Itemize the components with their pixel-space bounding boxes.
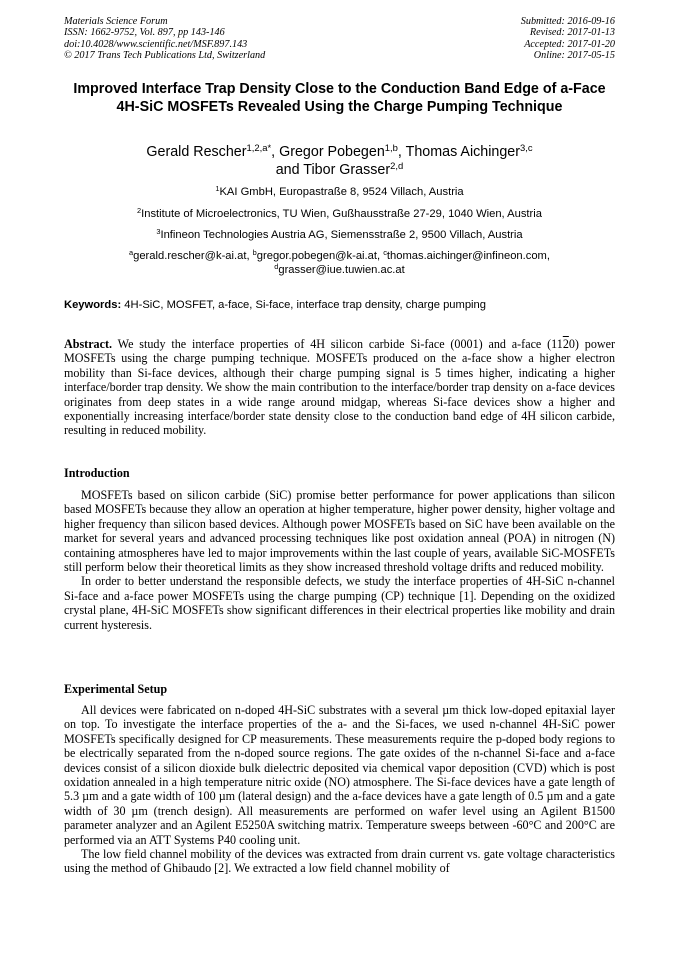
affiliation-text: Infineon Technologies Austria AG, Siemensstraße 2, 9500 Villach, Austria: [160, 229, 523, 241]
abstract: [64, 337, 615, 438]
author-affiliation-mark: 1,2,a*: [246, 141, 272, 153]
email-mark: a: [129, 247, 134, 257]
email-line-1: [64, 247, 615, 264]
journal-copyright: © 2017 Trans Tech Publications Ltd, Switzerland: [64, 50, 266, 62]
section-heading-experimental-setup: Experimental Setup: [64, 682, 168, 696]
affiliation-2: [64, 205, 615, 222]
author-emails: [64, 247, 615, 277]
date-revised: Revised: 2017-01-13: [529, 27, 615, 39]
abstract-text-part-1: We study the interface properties of 4H silicon carbide Si-face (0001) and a-face (11: [112, 337, 563, 351]
email-link[interactable]: grasser@iue.tuwien.ac.at: [278, 263, 405, 276]
author-name: Gregor Pobegen: [279, 144, 385, 160]
email-mark: d: [274, 261, 279, 271]
keywords: [64, 299, 615, 312]
author-separator: ,: [397, 144, 406, 160]
introduction-body: [64, 488, 615, 632]
affiliation-mark: 2: [137, 205, 142, 215]
overbar-digit: 2: [562, 337, 569, 351]
journal-issn: ISSN: 1662-9752, Vol. 897, pp 143-146: [64, 27, 225, 39]
author-name: Thomas Aichinger: [405, 144, 521, 160]
author-line-2: [64, 161, 615, 179]
author-affiliation-mark: 2,d: [390, 159, 404, 171]
paragraph: The low field channel mobility of the devices was extracted from drain current vs. gate voltage characteristics using the method of Ghibaudo [2]. We extracted a low field channel mobility of: [64, 847, 615, 876]
journal-name: Materials Science Forum: [64, 16, 168, 27]
email-line-2: [64, 261, 615, 278]
abstract-label: Abstract.: [64, 337, 113, 351]
affiliation-1: [64, 183, 615, 200]
email-link[interactable]: gregor.pobegen@k-ai.at,: [256, 250, 384, 262]
author-name: Gerald Rescher: [146, 144, 247, 160]
section-heading-introduction: Introduction: [64, 466, 130, 480]
affiliation-mark: 1: [215, 183, 220, 193]
affiliation-text: Institute of Microelectronics, TU Wien, Gußhausstraße 27-29, 1040 Wien, Austria: [141, 208, 542, 220]
journal-doi: doi:10.4028/www.scientific.net/MSF.897.143: [64, 38, 248, 50]
email-mark: c: [383, 247, 387, 257]
paragraph: In order to better understand the responsible defects, we study the interface properties of 4H-SiC n-channel Si-face and a-face power MOSFETs using the charge pumping (CP) technique [1]. Depending on the oxidized crystal plane, 4H-SiC MOSFETs show significant differences in their electrical properties like mobility and drain current hysteresis.: [64, 574, 615, 632]
paper-title: Improved Interface Trap Density Close to the Conduction Band Edge of a-Face 4H-SiC MOSFETs Revealed Using the Charge Pumping Technique: [73, 81, 606, 115]
author-affiliation-mark: 3,c: [520, 141, 533, 153]
email-mark: b: [252, 247, 257, 257]
email-link[interactable]: gerald.rescher@k-ai.at,: [133, 250, 253, 262]
author-affiliation-mark: 1,b: [384, 141, 398, 153]
keywords-text: 4H-SiC, MOSFET, a-face, Si-face, interface trap density, charge pumping: [121, 299, 486, 311]
abstract-text-part-2: 0) power MOSFETs using the charge pumping technique. MOSFETs produced on the a-face show a higher electron mobility than Si-face devices, although their charge pumping signal is 5 times higher, indicating a higher interface/border trap density. We show the main contribution to the interface/border trap density on a-face devices originates from deep states in a wide range around midgap, whereas Si-face devices show a higher and exponentially increasing interface/border state density close to the conduction band edge of 4H silicon carbide, resulting in reduced mobility.: [64, 337, 615, 438]
affiliation-text: KAI GmbH, Europastraße 8, 9524 Villach, Austria: [219, 186, 464, 198]
email-link[interactable]: thomas.aichinger@infineon.com,: [386, 250, 550, 262]
paragraph: All devices were fabricated on n-doped 4H-SiC substrates with a several µm thick low-doped epitaxial layer on top. To investigate the interface properties of the a- and the Si-faces, we used n-channel 4H-SiC power MOSFETs specifically designed for CP measurements. These measurements require the p-doped body regions to be electrically separated from the n-doped source regions. The gate oxides of the n-channel Si-face and a-face devices consist of a silicon dioxide bulk dielectric deposited via chemical vapor deposition (CVD) which is post oxidation annealed in a high temperature nitric oxide (NO) atmosphere. The Si-face devices have a gate length of 5.3 µm and a gate width of 100 µm (lateral design) and the a-face devices have a gate length of 0.5 µm and a gate width of 30 µm (trench design). All measurements are performed on wafer level using an Agilent B1500 parameter analyzer and an Agilent E5250A switching matrix. Temperature sweeps between -60°C and 200°C are performed via an ATT Systems P40 cooling unit.: [64, 703, 615, 847]
experimental-body: [64, 703, 615, 876]
keywords-label: Keywords:: [64, 299, 122, 311]
affiliation-mark: 3: [156, 226, 161, 236]
affiliation-3: [64, 226, 615, 243]
date-accepted: Accepted: 2017-01-20: [524, 38, 615, 50]
publication-dates: [521, 16, 615, 62]
author-name: and Tibor Grasser: [275, 162, 391, 178]
author-separator: ,: [271, 144, 280, 160]
paragraph: MOSFETs based on silicon carbide (SiC) promise better performance for power applications than silicon based MOSFETs because they allow an operation at higher temperature, higher power density, higher voltage and higher frequency than silicon based devices. Although power MOSFETs based on SiC have been available on the market for several years and advanced processing techniques like post oxidation anneal (POA) in nitrogen (N) containing atmospheres have led to major improvements within the last couple of years, available SiC-MOSFETs still perform below their theoretical limits as they show increased threshold voltage drifts and reduced mobility.: [64, 488, 615, 575]
date-online: Online: 2017-05-15: [533, 50, 615, 62]
author-line-1: [64, 143, 615, 161]
author-list: [64, 143, 615, 179]
date-submitted: Submitted: 2016-09-16: [520, 16, 615, 27]
journal-info: [64, 16, 265, 62]
